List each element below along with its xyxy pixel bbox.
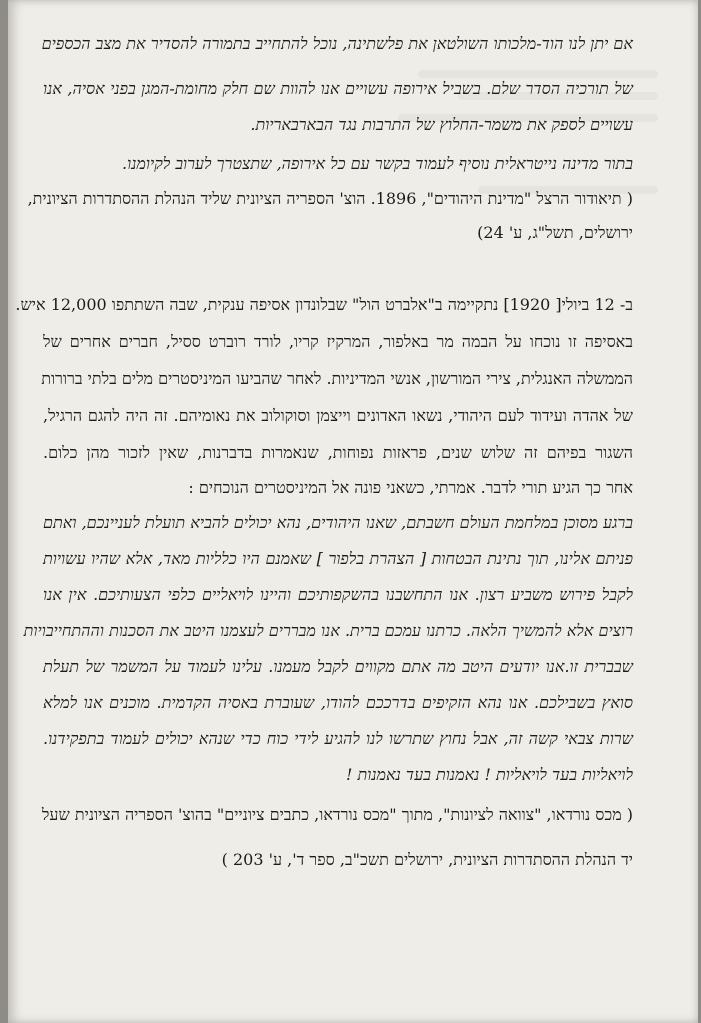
citation-nordau-line: יד הנהלת ההסתדרות הציונית, ירושלים תשכ"ב, ספר ד', ע' 203 ) [221, 850, 633, 869]
citation-herzl-line: ( תיאודור הרצל "מדינת היהודים", 1896. הוצ' הספריה הציונית שליד הנהלת ההסתדרות הציונית, [27, 189, 633, 208]
quote-herzl-line: אם יתן לנו הוד-מלכותו השולטאן את פלשתינה, נוכל להתחייב בתמורה להסדיר את מצב הכספים [41, 34, 633, 53]
quote-nordau-line: ברגע מסוכן במלחמת העולם חשבתם, שאנו היהודים, נהא יכולים להביא תועלת לעניינכם, ואתם [43, 513, 633, 532]
quote-nordau-line: לויאליות בעד לויאליות ! נאמנות בעד נאמנות ! [345, 765, 633, 784]
quote-nordau-line: רוצים אלא להמשיך הלאה. כרתנו עמכם ברית. אנו מבררים לעצמנו היטב את הסכנות וההתחייבויות [23, 621, 633, 640]
quote-nordau-line: סואץ בשבילכם. אנו נהא הזקיפים בדרככם להודו, שעוברת באסיה הקדמית. מוכנים אנו למלא [43, 693, 633, 712]
citation-herzl-line: ירושלים, תשל"ג, ע' 24) [477, 223, 633, 242]
citation-nordau-line: ( מכס נורדאו, "צוואה לציונות", מתוך "מכס נורדאו, כתבים ציוניים" בהוצ' הספריה הציונית שעל [41, 805, 633, 824]
narrative-line: השגור בפיהם זה שלוש שנים, פראזות נפוחות, שנאמרות בדברנות, שאין לזכור מהן כלום. [43, 443, 633, 462]
narrative-line: באסיפה זו נוכחו על הבמה מר באלפור, המרקיז קריו, לורד רוברט ססיל, חברים אחרים של [43, 332, 633, 351]
document-page [8, 0, 698, 1023]
quote-herzl-line: בתור מדינה נייטראלית נוסיף לעמוד בקשר עם כל אירופה, שתצטרך לערוב לקיומנו. [122, 154, 633, 173]
narrative-line: הממשלה האנגלית, צירי המורשון, אנשי המדיניות. לאחר שהביעו המיניסטרים מלים בלתי ברורות [41, 369, 633, 388]
quote-nordau-line: שרות צבאי קשה זה, אבל נחוץ שתרשו לנו להגיע לידי כוח כדי שנהא יכולים לעמוד בתפקידנו. [43, 729, 633, 748]
narrative-line: של אהדה ועידוד לעם היהודי, נשאו האדונים וייצמן וסוקולוב את נאומיהם. זה היה להגם הרגיל, [43, 406, 633, 425]
quote-nordau-line: שבברית זו.אנו יודעים היטב מה אתם מקווים לקבל מעמנו. עלינו לעמוד על המשמר של תעלת [43, 657, 633, 676]
quote-nordau-line: לקבל פירוש משביע רצון. אנו התחשבנו בהשקפותיכם והיינו לויאליים כלפי הצעותיכם. אין אנו [43, 585, 633, 604]
narrative-line: ב- 12 ביולי[ 1920] נתקיימה ב"אלברט הול" שבלונדון אסיפה ענקית, שבה השתתפו 12,000 איש. [15, 295, 633, 314]
bleed-through-mark [418, 70, 658, 78]
quote-herzl-line: של תורכיה הסדר שלם. בשביל אירופה עשויים אנו להוות שם חלק מחומת-המגן בפני אסיה, אנו [43, 79, 633, 98]
quote-herzl-line: עשויים לספק את משמר-החלוץ של התרבות נגד הבארבאריות. [250, 115, 633, 134]
quote-nordau-line: פניתם אלינו, תוך נתינת הבטחות [ הצהרת בלפור ] שאמנם היו כלליות מאד, אלא שהיו עשויות [43, 549, 633, 568]
narrative-line: אחר כך הגיע תורי לדבר. אמרתי, כשאני פונה אל המיניסטרים הנוכחים : [188, 478, 633, 497]
